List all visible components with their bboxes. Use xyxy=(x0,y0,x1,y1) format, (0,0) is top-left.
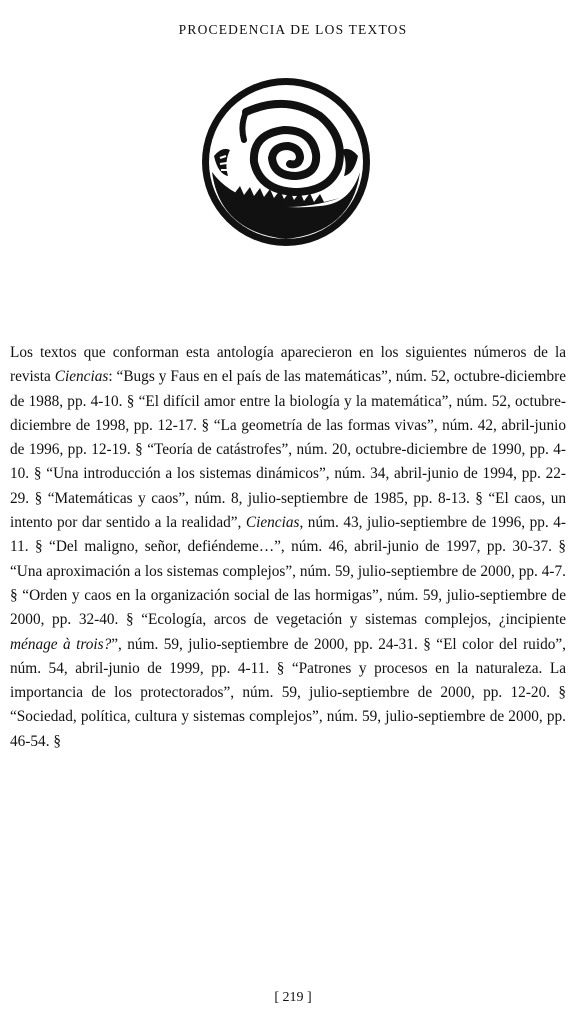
journal-title: Ciencias xyxy=(54,368,109,386)
journal-title: Ciencias xyxy=(245,514,300,532)
italic-phrase: ménage à trois? xyxy=(10,635,112,653)
text-segment: , núm. 43, julio-septiembre de 1996, pp. 4-11. § “Del maligno, señor, defiéndeme…”, núm. 46, abril-junio de 1997, pp. 30-37. § “Una aproximación a los sistemas complejos”, núm. 59, julio-septiembre de 2000, pp. 4-7. § “Orden y caos en la organización social de las hormigas”, núm. 59, julio-septiembre de 2000, pp. 32-40. § “Ecología, arcos de vegetación y sistemas complejos, ¿incipiente xyxy=(10,514,566,629)
text-segment: : “Bugs y Faus en el país de las matemáticas”, núm. 52, octubre-diciembre de 1988, pp. 4-10. § “El difícil amor entre la biología y la matemática”, núm. 52, octubre-diciembre de 1998, pp. 12-17. § “La geometría de las formas vivas”, núm. 42, abril-junio de 1996, pp. 12-19. § “Teoría de catástrofes”, núm. 20, octubre-diciembre de 1990, pp. 4-10. § “Una introducción a los sistemas dinámicos”, núm. 34, abril-junio de 1994, pp. 22-29. § “Matemáticas y caos”, núm. 8, julio-septiembre de 1985, pp. 8-13. § “El caos, un intento por dar sentido a la realidad”, xyxy=(10,368,566,532)
page-number: [ 219 ] xyxy=(274,990,312,1005)
text-segment: ”, núm. 59, julio-septiembre de 2000, pp. 24-31. § “El color del ruido”, núm. 54, abril-junio de 1999, pp. 4-11. § “Patrones y procesos en la naturaleza. La importancia de los protectorados”, núm. 59, julio-septiembre de 2000, pp. 12-20. § “Sociedad, política, cultura y sistemas complejos”, núm. 59, julio-septiembre de 2000, pp. 46-54. § xyxy=(10,635,566,750)
text-segment: Los textos que conforman esta antología aparecieron en los siguientes números de la revista xyxy=(10,344,566,386)
running-title: PROCEDENCIA DE LOS TEXTOS xyxy=(178,22,408,37)
spiral-serpent-emblem-icon xyxy=(200,76,372,248)
provenance-paragraph xyxy=(10,341,566,754)
